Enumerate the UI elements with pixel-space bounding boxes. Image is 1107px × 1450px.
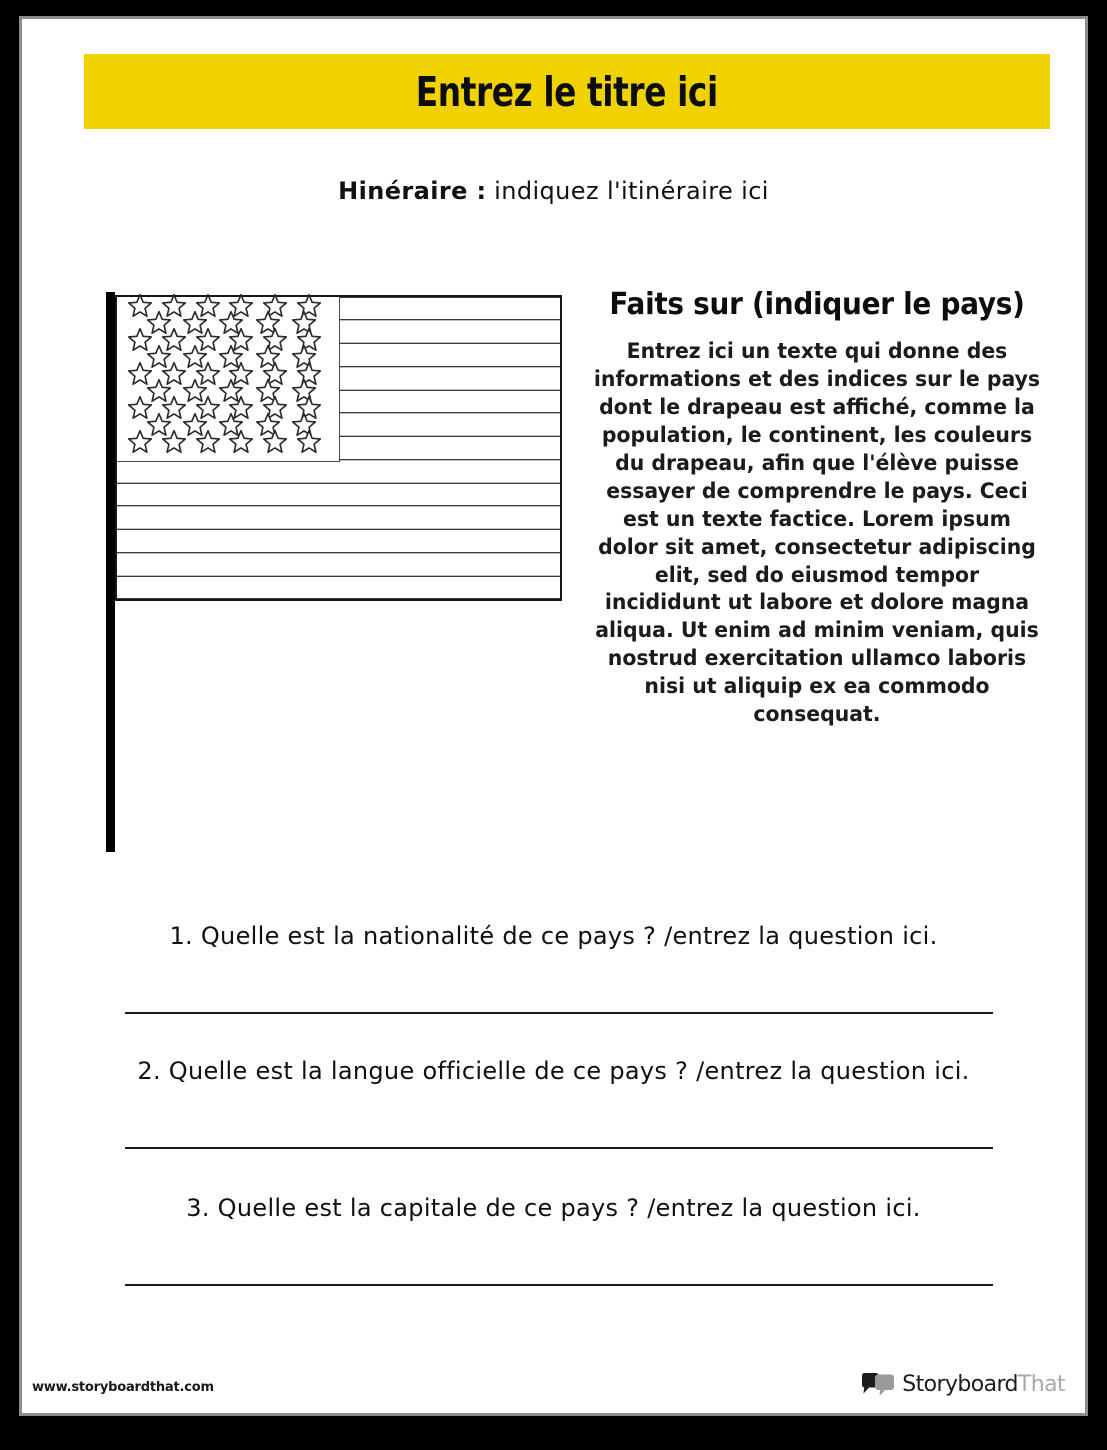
itinerary-label: Hinéraire : — [338, 177, 487, 205]
facts-panel — [582, 287, 1052, 729]
storyboardthat-logo[interactable] — [861, 1372, 1065, 1397]
itinerary-line[interactable] — [22, 177, 1085, 205]
question-text-1: 1. Quelle est la nationalité de ce pays ? /entrez la question ici. — [169, 922, 938, 950]
logo-wordmark — [902, 1372, 1065, 1397]
flag-stripe — [117, 529, 560, 552]
flag-stripe — [117, 506, 560, 529]
logo-word-that: That — [1017, 1372, 1065, 1397]
question-item-3[interactable] — [22, 1194, 1085, 1222]
facts-body-text[interactable]: Entrez ici un texte qui donne des informations et des indices sur le pays dont le drapeau est affiché, comme la population, le continent, les couleurs du drapeau, afin que l'élève puisse essayer de comprendre le pays. Ceci est un texte factice. Lorem ipsum dolor sit amet, consectetur adipiscing elit, sed do eiusmod tempor incididunt ut labore et dolore magna aliqua. Ut enim ad minim veniam, quis nostrud exercitation ullamco laboris nisi ut aliquip ex ea commodo consequat. — [593, 339, 1041, 728]
question-text-3: 3. Quelle est la capitale de ce pays ? /entrez la question ici. — [186, 1194, 921, 1222]
star-icon — [228, 429, 254, 455]
flag-stripe — [117, 460, 560, 483]
page-title: Entrez le titre ici — [415, 67, 719, 116]
itinerary-value: indiquez l'itinéraire ici — [494, 177, 769, 205]
flag-canton — [117, 297, 340, 462]
flag-canvas — [115, 295, 562, 601]
logo-word-storyboard: Storyboard — [902, 1372, 1018, 1397]
footer-url[interactable]: www.storyboardthat.com — [32, 1380, 214, 1395]
star-icon — [127, 429, 153, 455]
star-icon — [161, 429, 187, 455]
flag-pole — [106, 292, 115, 852]
answer-line-2[interactable] — [125, 1147, 993, 1149]
answer-line-3[interactable] — [125, 1284, 993, 1286]
answer-line-1[interactable] — [125, 1012, 993, 1014]
flag-illustration[interactable] — [106, 292, 566, 852]
flag-stripe — [117, 483, 560, 506]
flag-stripe — [117, 576, 560, 599]
facts-heading[interactable]: Faits sur (indiquer le pays) — [609, 287, 1025, 322]
speech-bubbles-icon — [861, 1373, 895, 1397]
title-banner[interactable] — [84, 54, 1050, 129]
star-icon — [262, 429, 288, 455]
worksheet-page — [19, 16, 1088, 1416]
question-text-2: 2. Quelle est la langue officielle de ce pays ? /entrez la question ici. — [137, 1057, 970, 1085]
star-icon — [296, 429, 322, 455]
question-item-2[interactable] — [22, 1057, 1085, 1085]
question-item-1[interactable] — [22, 922, 1085, 950]
flag-stripe — [117, 553, 560, 576]
star-icon — [195, 429, 221, 455]
